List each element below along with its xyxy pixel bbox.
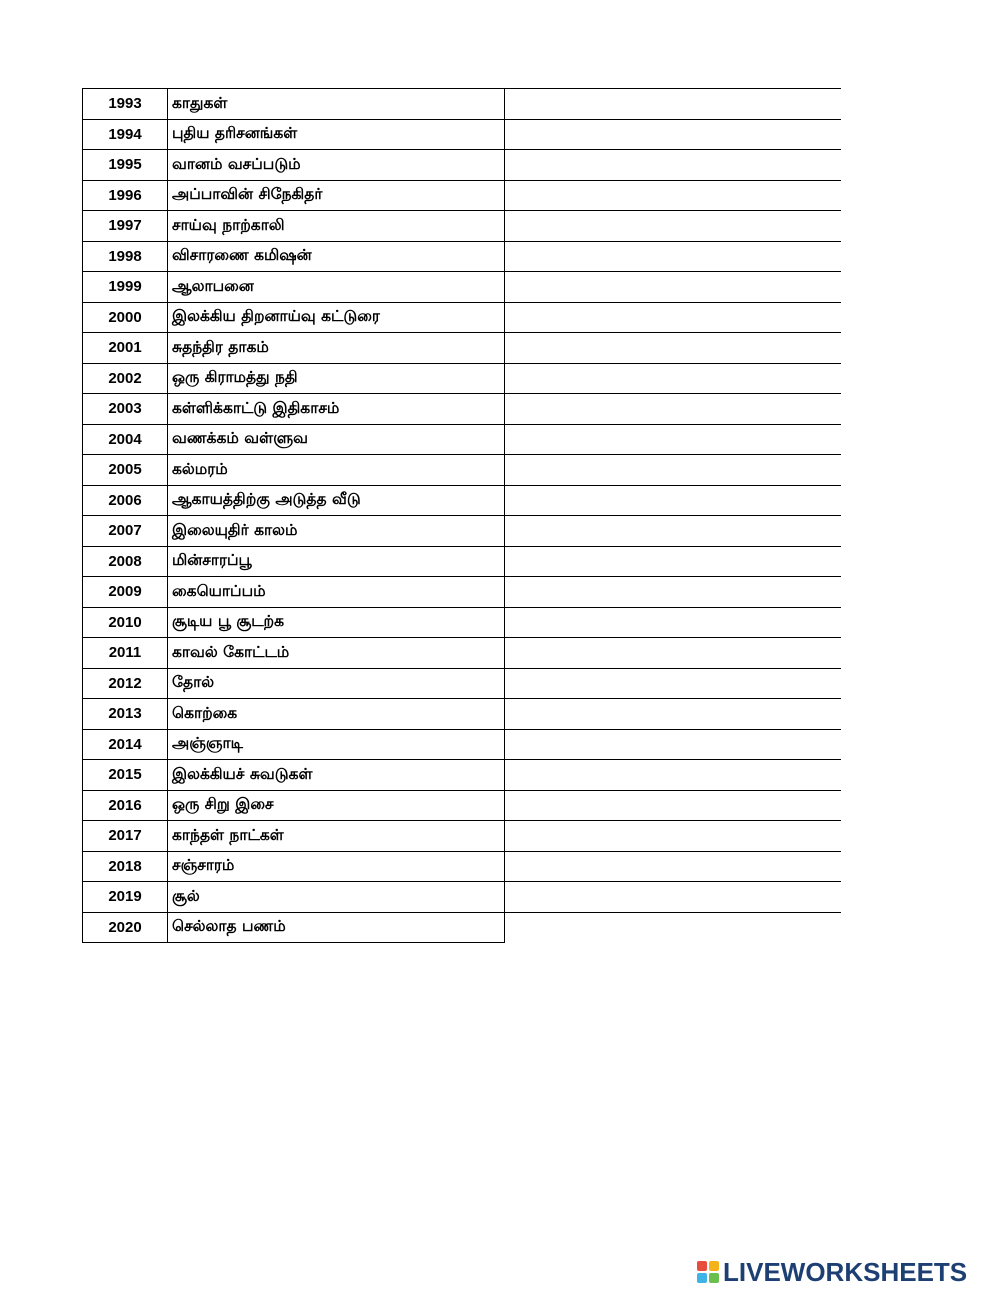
year-cell: 2016: [83, 790, 168, 821]
table-row: [83, 546, 841, 577]
answer-cell[interactable]: [505, 699, 841, 730]
answer-cell[interactable]: [505, 272, 841, 303]
table-row: [83, 851, 841, 882]
table-row: [83, 699, 841, 730]
answer-cell[interactable]: [505, 577, 841, 608]
table-row: [83, 333, 841, 364]
answer-cell[interactable]: [505, 516, 841, 547]
book-title-cell: கொற்கை: [168, 699, 505, 730]
year-cell: 1993: [83, 89, 168, 120]
table-row: [83, 912, 841, 943]
answer-cell[interactable]: [505, 363, 841, 394]
year-cell: 1999: [83, 272, 168, 303]
table-row: [83, 363, 841, 394]
answer-cell[interactable]: [505, 760, 841, 791]
book-title-cell: புதிய தரிசனங்கள்: [168, 119, 505, 150]
book-title-cell: அப்பாவின் சிநேகிதர்: [168, 180, 505, 211]
year-cell: 2014: [83, 729, 168, 760]
book-title-cell: சுதந்திர தாகம்: [168, 333, 505, 364]
answer-cell[interactable]: [505, 455, 841, 486]
year-cell: 2002: [83, 363, 168, 394]
table-row: [83, 424, 841, 455]
answer-cell[interactable]: [505, 668, 841, 699]
answer-cell[interactable]: [505, 333, 841, 364]
year-cell: 2018: [83, 851, 168, 882]
table-row: [83, 516, 841, 547]
answer-cell[interactable]: [505, 394, 841, 425]
answer-cell[interactable]: [505, 119, 841, 150]
table-row: [83, 760, 841, 791]
table-row: [83, 821, 841, 852]
book-title-cell: இலக்கிய திறனாய்வு கட்டுரை: [168, 302, 505, 333]
table-row: [83, 302, 841, 333]
book-title-cell: வானம் வசப்படும்: [168, 150, 505, 181]
book-title-cell: சஞ்சாரம்: [168, 851, 505, 882]
table-row: [83, 882, 841, 913]
year-cell: 2017: [83, 821, 168, 852]
year-cell: 2015: [83, 760, 168, 791]
book-title-cell: விசாரணை கமிஷன்: [168, 241, 505, 272]
table-row: [83, 668, 841, 699]
answer-cell[interactable]: [505, 546, 841, 577]
book-title-cell: ஆகாயத்திற்கு அடுத்த வீடு: [168, 485, 505, 516]
answer-cell[interactable]: [505, 607, 841, 638]
answer-cell[interactable]: [505, 790, 841, 821]
table-row: [83, 638, 841, 669]
table-row: [83, 607, 841, 638]
year-cell: 2001: [83, 333, 168, 364]
table-row: [83, 211, 841, 242]
answer-cell[interactable]: [505, 912, 841, 943]
logo-text: LIVEWORKSHEETS: [723, 1257, 968, 1287]
book-title-cell: சாய்வு நாற்காலி: [168, 211, 505, 242]
logo-square-yellow: [709, 1261, 719, 1271]
answer-cell[interactable]: [505, 851, 841, 882]
year-cell: 2020: [83, 912, 168, 943]
book-title-cell: காதுகள்: [168, 89, 505, 120]
book-title-cell: ஒரு சிறு இசை: [168, 790, 505, 821]
liveworksheets-logo-icon: [697, 1261, 719, 1283]
answer-cell[interactable]: [505, 424, 841, 455]
table-row: [83, 577, 841, 608]
book-title-cell: கள்ளிக்காட்டு இதிகாசம்: [168, 394, 505, 425]
liveworksheets-logo: [697, 1258, 967, 1286]
book-title-cell: காந்தள் நாட்கள்: [168, 821, 505, 852]
worksheet-table: [82, 88, 841, 943]
book-title-cell: இலையுதிர் காலம்: [168, 516, 505, 547]
year-cell: 1996: [83, 180, 168, 211]
book-title-cell: கையொப்பம்: [168, 577, 505, 608]
answer-cell[interactable]: [505, 241, 841, 272]
year-cell: 2009: [83, 577, 168, 608]
year-cell: 2013: [83, 699, 168, 730]
answer-cell[interactable]: [505, 485, 841, 516]
book-title-cell: தோல்: [168, 668, 505, 699]
book-title-cell: வணக்கம் வள்ளுவ: [168, 424, 505, 455]
year-cell: 2000: [83, 302, 168, 333]
logo-square-red: [697, 1261, 707, 1271]
year-cell: 2007: [83, 516, 168, 547]
book-title-cell: மின்சாரப்பூ: [168, 546, 505, 577]
year-cell: 2004: [83, 424, 168, 455]
table-row: [83, 455, 841, 486]
answer-cell[interactable]: [505, 882, 841, 913]
table-row: [83, 89, 841, 120]
book-title-cell: ஆலாபனை: [168, 272, 505, 303]
year-cell: 2006: [83, 485, 168, 516]
logo-square-green: [709, 1273, 719, 1283]
answer-cell[interactable]: [505, 302, 841, 333]
year-cell: 1998: [83, 241, 168, 272]
year-cell: 1995: [83, 150, 168, 181]
answer-cell[interactable]: [505, 211, 841, 242]
answer-cell[interactable]: [505, 638, 841, 669]
table-row: [83, 150, 841, 181]
book-title-cell: காவல் கோட்டம்: [168, 638, 505, 669]
logo-square-blue: [697, 1273, 707, 1283]
book-title-cell: செல்லாத பணம்: [168, 912, 505, 943]
table-row: [83, 729, 841, 760]
year-cell: 2011: [83, 638, 168, 669]
answer-cell[interactable]: [505, 180, 841, 211]
answer-cell[interactable]: [505, 821, 841, 852]
year-cell: 2005: [83, 455, 168, 486]
table-row: [83, 394, 841, 425]
book-title-cell: கல்மரம்: [168, 455, 505, 486]
year-cell: 1997: [83, 211, 168, 242]
year-cell: 2010: [83, 607, 168, 638]
book-title-cell: ஒரு கிராமத்து நதி: [168, 363, 505, 394]
table-row: [83, 485, 841, 516]
answer-cell[interactable]: [505, 150, 841, 181]
worksheet-rows: [83, 89, 841, 943]
table-row: [83, 119, 841, 150]
year-cell: 2012: [83, 668, 168, 699]
answer-cell[interactable]: [505, 89, 841, 120]
book-title-cell: சூடிய பூ சூடற்க: [168, 607, 505, 638]
book-title-cell: இலக்கியச் சுவடுகள்: [168, 760, 505, 791]
table-row: [83, 241, 841, 272]
year-cell: 2008: [83, 546, 168, 577]
answer-cell[interactable]: [505, 729, 841, 760]
table-row: [83, 790, 841, 821]
year-cell: 2019: [83, 882, 168, 913]
year-cell: 1994: [83, 119, 168, 150]
book-title-cell: அஞ்ஞாடி: [168, 729, 505, 760]
table-row: [83, 272, 841, 303]
book-title-cell: சூல்: [168, 882, 505, 913]
year-cell: 2003: [83, 394, 168, 425]
table-row: [83, 180, 841, 211]
